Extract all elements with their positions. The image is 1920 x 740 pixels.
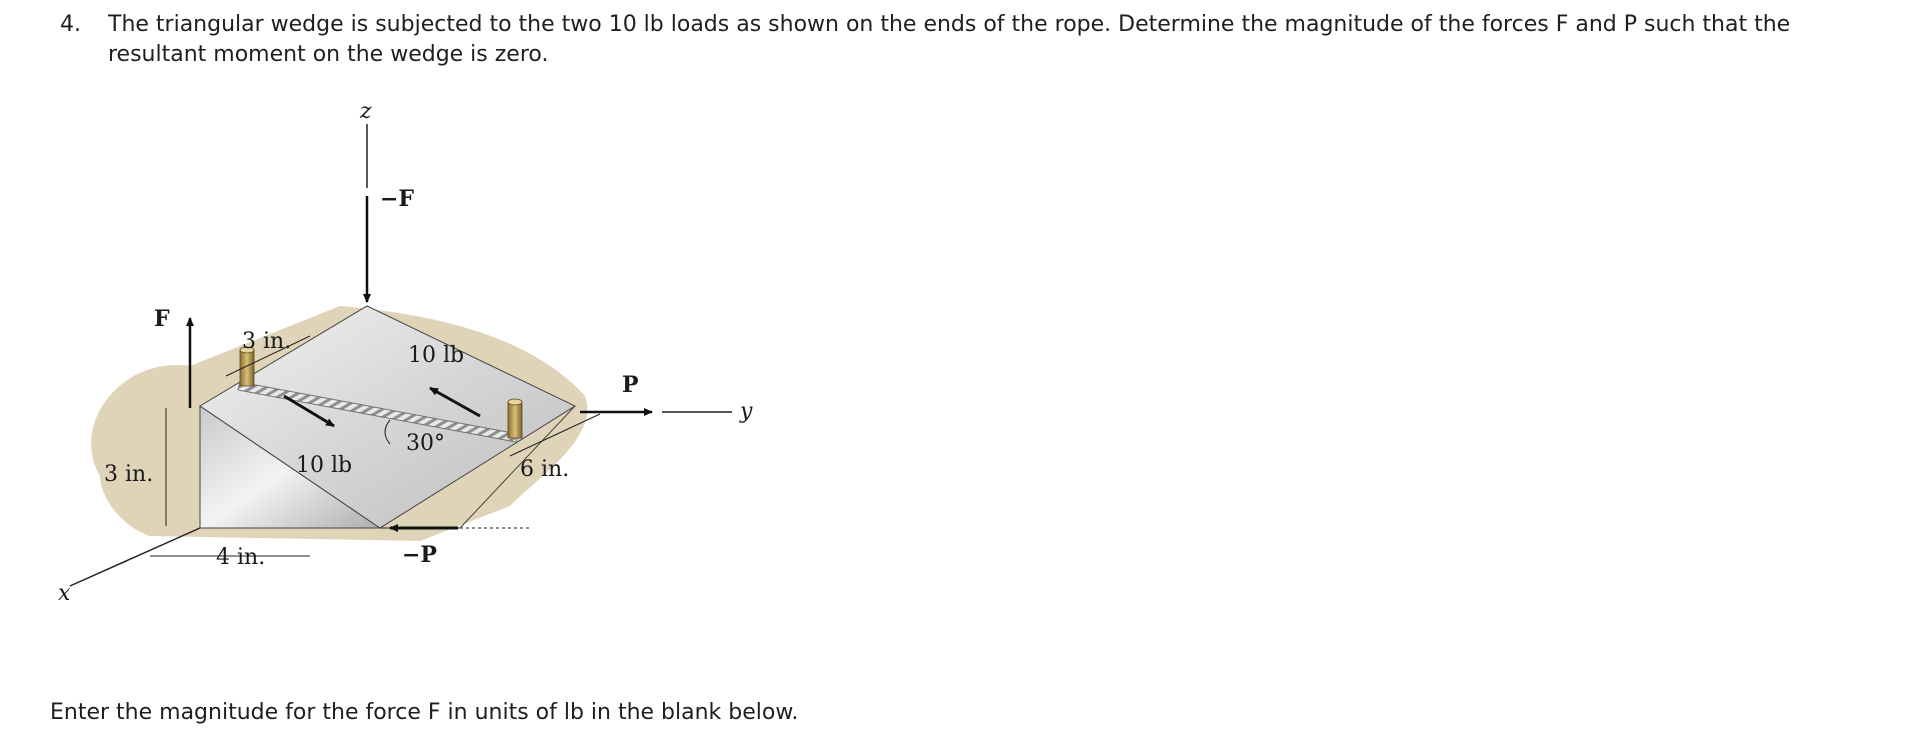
axis-x-label: x bbox=[58, 581, 71, 606]
wedge-diagram bbox=[40, 96, 780, 616]
force-p-label: P bbox=[622, 372, 639, 398]
angle-label: 30° bbox=[406, 431, 445, 456]
answer-prompt: Enter the magnitude for the force F in units of lb in the blank below. bbox=[50, 700, 799, 725]
dim-left-label: 3 in. bbox=[104, 462, 154, 487]
problem-number: 4. bbox=[60, 12, 81, 37]
axis-z-label: z bbox=[360, 99, 372, 124]
problem-text: The triangular wedge is subjected to the two 10 lb loads as shown on the ends of the rope. Determine the magnitude of the forces F and P such that the resultant moment on the wedge is zero. bbox=[108, 12, 1791, 67]
x-axis-line bbox=[70, 528, 200, 586]
dim-right-label: 6 in. bbox=[520, 457, 570, 482]
problem-statement bbox=[60, 10, 1884, 70]
peg-right bbox=[508, 399, 522, 438]
force-f-label: F bbox=[154, 306, 170, 332]
axis-y-label: y bbox=[740, 399, 753, 424]
force-neg-p-label: −P bbox=[402, 542, 437, 568]
dim-bottom-label: 4 in. bbox=[216, 545, 266, 570]
dim-top-label: 3 in. bbox=[242, 329, 292, 354]
load-top-label: 10 lb bbox=[408, 343, 465, 368]
force-neg-f-label: −F bbox=[380, 186, 415, 212]
load-bottom-label: 10 lb bbox=[296, 453, 353, 478]
wedge-figure bbox=[40, 96, 780, 616]
